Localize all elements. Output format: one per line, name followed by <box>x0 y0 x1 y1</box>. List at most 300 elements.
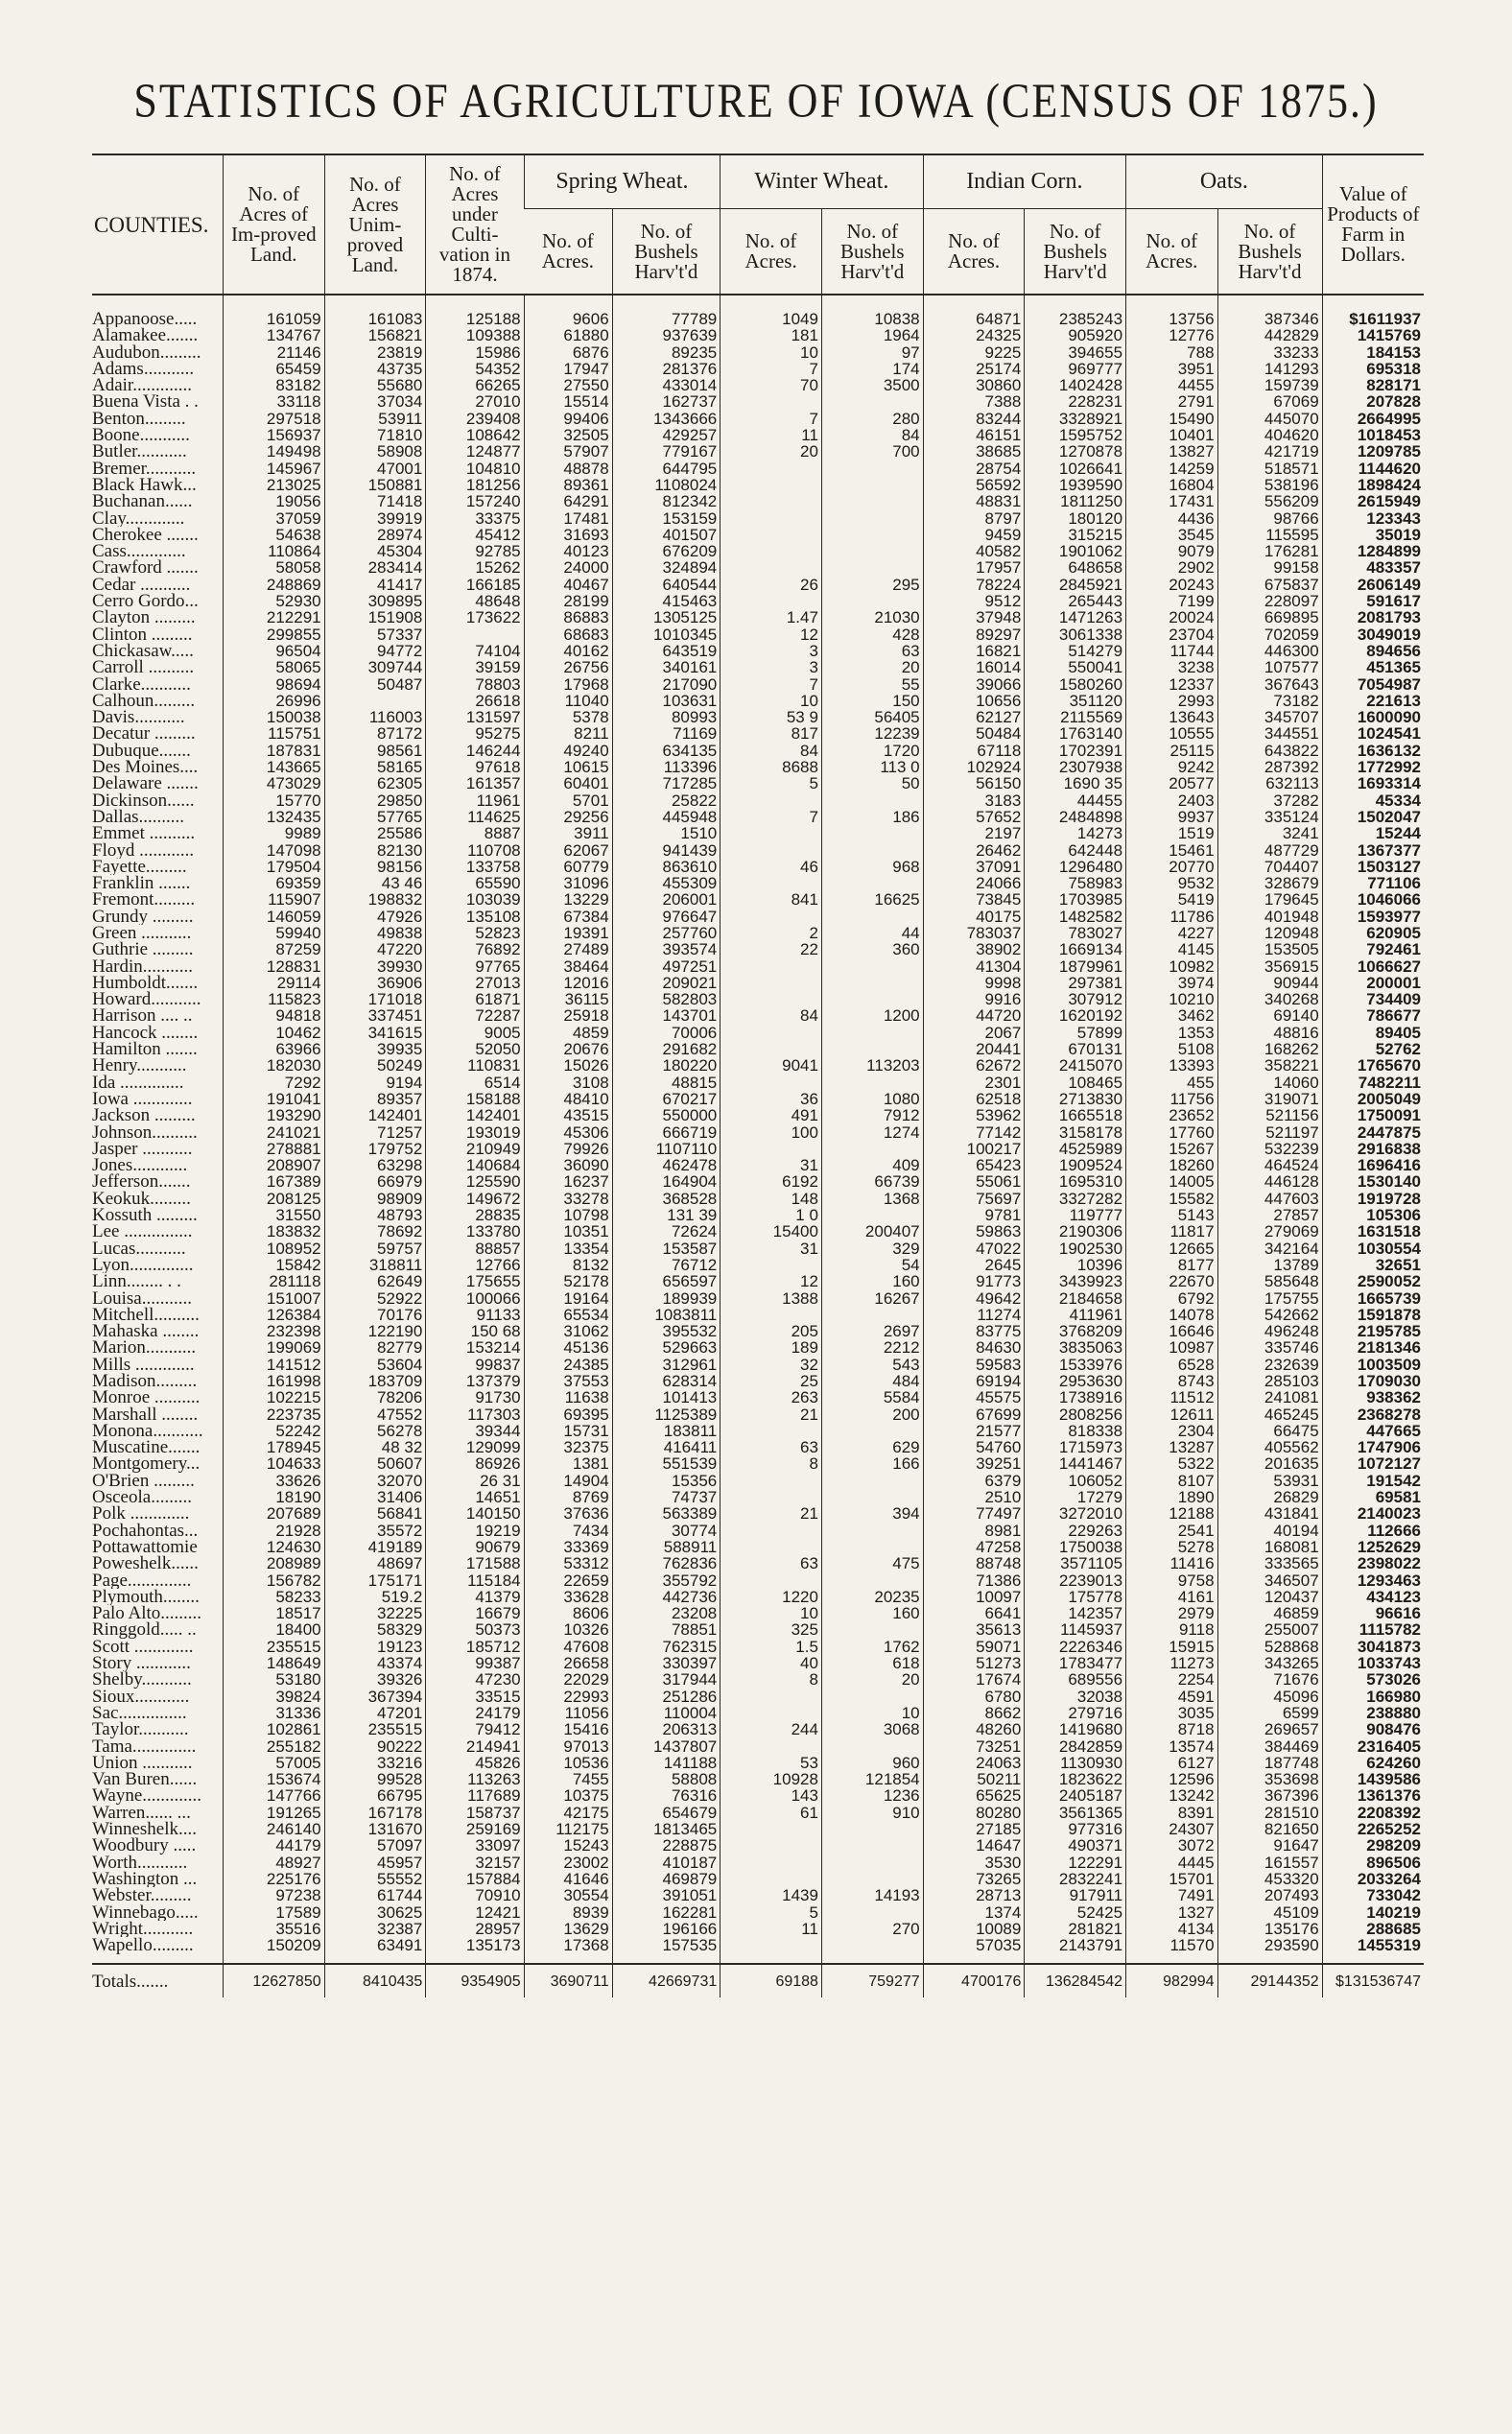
table-cell: 156821 <box>324 327 426 343</box>
farm-value-cell: 1033743 <box>1322 1655 1424 1671</box>
table-cell: 171588 <box>426 1555 524 1571</box>
table-cell: 39344 <box>426 1423 524 1439</box>
table-cell: 367643 <box>1217 676 1322 693</box>
table-cell: 13574 <box>1126 1738 1217 1755</box>
table-cell: 45957 <box>324 1855 426 1871</box>
county-name: Taylor........... <box>92 1721 189 1738</box>
farm-value-cell: 620905 <box>1322 925 1424 941</box>
table-cell: 18517 <box>223 1605 324 1621</box>
table-cell: 19219 <box>426 1523 524 1539</box>
agriculture-table <box>92 154 1424 1997</box>
table-cell: 149498 <box>223 443 324 460</box>
table-cell: 72624 <box>612 1223 721 1240</box>
table-cell: 189 <box>721 1339 822 1356</box>
table-cell: 16625 <box>821 891 923 908</box>
table-cell: 269657 <box>1217 1721 1322 1737</box>
table-cell: 206313 <box>612 1721 721 1737</box>
table-cell: 7292 <box>223 1075 324 1091</box>
table-cell: 1.47 <box>721 609 822 626</box>
county-name: Cedar ........... <box>92 576 191 594</box>
table-cell: 442736 <box>612 1589 721 1605</box>
table-cell <box>821 1855 923 1871</box>
totals-row <box>92 1964 1424 1997</box>
county-name: Madison......... <box>92 1373 198 1390</box>
farm-value-cell: 1439586 <box>1322 1771 1424 1787</box>
table-row <box>92 1589 1424 1605</box>
table-cell: 1763140 <box>1025 725 1126 742</box>
table-cell: 8132 <box>524 1257 612 1273</box>
table-cell: 3974 <box>1126 975 1217 991</box>
table-row <box>92 477 1424 493</box>
table-cell: 445948 <box>612 809 721 825</box>
table-cell: 7912 <box>821 1107 923 1123</box>
table-cell: 206001 <box>612 891 721 908</box>
table-row <box>92 1555 1424 1571</box>
table-cell: 1368 <box>821 1191 923 1207</box>
county-name: Marion........... <box>92 1339 197 1357</box>
table-cell: 30774 <box>612 1523 721 1539</box>
table-cell: 62672 <box>923 1057 1025 1074</box>
table-cell: 38902 <box>923 941 1025 957</box>
county-name: Guthrie ......... <box>92 941 194 958</box>
table-cell: 160 <box>821 1273 923 1289</box>
table-cell: 9242 <box>1126 759 1217 775</box>
table-cell: 70176 <box>324 1307 426 1323</box>
table-cell <box>821 1307 923 1323</box>
table-cell: 186 <box>821 809 923 825</box>
table-cell: 131597 <box>426 709 524 725</box>
table-cell: 13643 <box>1126 709 1217 725</box>
county-name: Black Hawk... <box>92 476 197 494</box>
table-cell: 84630 <box>923 1339 1025 1356</box>
table-cell: 6514 <box>426 1075 524 1091</box>
farm-value-cell: 1209785 <box>1322 443 1424 460</box>
table-cell: 232639 <box>1217 1357 1322 1373</box>
county-name: Scott ............. <box>92 1638 194 1656</box>
table-cell: 122291 <box>1025 1855 1126 1871</box>
table-cell <box>324 693 426 709</box>
table-cell: 62518 <box>923 1091 1025 1107</box>
table-cell: 63298 <box>324 1157 426 1173</box>
table-cell: 3072 <box>1126 1837 1217 1854</box>
table-cell: 65534 <box>524 1307 612 1323</box>
table-cell: 45096 <box>1217 1689 1322 1705</box>
table-cell: 92785 <box>426 543 524 559</box>
table-cell: 58165 <box>324 759 426 775</box>
farm-value-cell: 2606149 <box>1322 577 1424 593</box>
farm-value-cell: 591617 <box>1322 593 1424 609</box>
table-cell: 24066 <box>923 875 1025 891</box>
table-cell: 344551 <box>1217 725 1322 742</box>
table-cell <box>721 1539 822 1555</box>
table-cell: 7199 <box>1126 593 1217 609</box>
table-cell <box>821 1837 923 1854</box>
table-cell: 15026 <box>524 1057 612 1074</box>
table-cell: 31406 <box>324 1489 426 1505</box>
farm-value-cell: 1046066 <box>1322 891 1424 908</box>
county-name: Fayette......... <box>92 858 187 876</box>
table-cell: 143 <box>721 1787 822 1804</box>
table-row <box>92 1621 1424 1638</box>
farm-value-cell: 1636132 <box>1322 743 1424 759</box>
table-cell: 145967 <box>223 461 324 477</box>
table-cell: 58233 <box>223 1589 324 1605</box>
county-name: Pottawattomie <box>92 1538 198 1556</box>
table-cell <box>721 1307 822 1323</box>
table-cell: 199069 <box>223 1339 324 1356</box>
table-cell: 1964 <box>821 327 923 343</box>
table-cell: 153587 <box>612 1241 721 1257</box>
table-cell: 68683 <box>524 626 612 643</box>
table-cell: 46 <box>721 859 822 875</box>
table-cell: 8 <box>721 1671 822 1688</box>
table-row <box>92 1937 1424 1964</box>
farm-value-cell: 2005049 <box>1322 1091 1424 1107</box>
table-row <box>92 1223 1424 1240</box>
table-cell: 50211 <box>923 1771 1025 1787</box>
table-cell: 20024 <box>1126 609 1217 626</box>
table-cell: 12665 <box>1126 1241 1217 1257</box>
table-cell: 39930 <box>324 958 426 975</box>
table-cell: 175171 <box>324 1572 426 1589</box>
table-cell: 54760 <box>923 1439 1025 1455</box>
table-row <box>92 1141 1424 1157</box>
table-cell: 9005 <box>426 1025 524 1041</box>
table-cell <box>821 825 923 841</box>
table-cell: 53962 <box>923 1107 1025 1123</box>
table-cell: 58808 <box>612 1771 721 1787</box>
farm-value-cell: 2033264 <box>1322 1871 1424 1887</box>
table-row <box>92 925 1424 941</box>
table-cell: 53 <box>721 1755 822 1771</box>
county-name: Hamilton ....... <box>92 1041 198 1058</box>
county-name: Floyd ............ <box>92 841 195 859</box>
table-cell: 582803 <box>612 991 721 1007</box>
table-cell: 22993 <box>524 1689 612 1705</box>
table-cell: 10615 <box>524 759 612 775</box>
table-cell: 9459 <box>923 527 1025 543</box>
header-winter-wheat: Winter Wheat. <box>721 154 923 209</box>
farm-value-cell: 938362 <box>1322 1389 1424 1406</box>
table-cell: 207689 <box>223 1505 324 1522</box>
table-row <box>92 693 1424 709</box>
table-cell: 10928 <box>721 1771 822 1787</box>
table-cell: 37282 <box>1217 792 1322 809</box>
table-cell: 17589 <box>223 1904 324 1921</box>
table-row <box>92 393 1424 410</box>
table-row <box>92 1439 1424 1455</box>
table-cell: 9079 <box>1126 543 1217 559</box>
totals-cell: 9354905 <box>426 1964 524 1997</box>
table-cell: 542662 <box>1217 1307 1322 1323</box>
table-cell: 1783477 <box>1025 1655 1126 1671</box>
table-cell: 1125389 <box>612 1406 721 1423</box>
table-cell: 8391 <box>1126 1805 1217 1821</box>
table-cell <box>821 477 923 493</box>
county-name: Muscatine....... <box>92 1439 201 1456</box>
farm-value-cell: 1455319 <box>1322 1937 1424 1964</box>
table-cell: 10838 <box>821 295 923 327</box>
table-cell: 97765 <box>426 958 524 975</box>
table-cell: 1720 <box>821 743 923 759</box>
table-cell: 35613 <box>923 1621 1025 1638</box>
farm-value-cell: 908476 <box>1322 1721 1424 1737</box>
table-cell <box>821 1075 923 1091</box>
table-cell: 52242 <box>223 1423 324 1439</box>
table-row <box>92 1041 1424 1057</box>
farm-value-cell: 1693314 <box>1322 775 1424 792</box>
table-cell: 2143791 <box>1025 1937 1126 1964</box>
table-cell <box>721 1473 822 1489</box>
table-cell: 2 <box>721 925 822 941</box>
table-cell: 1909524 <box>1025 1157 1126 1173</box>
table-cell: 159739 <box>1217 377 1322 393</box>
table-cell: 100217 <box>923 1141 1025 1157</box>
table-cell: 518571 <box>1217 461 1322 477</box>
table-cell: 56841 <box>324 1505 426 1522</box>
table-cell: 1296480 <box>1025 859 1126 875</box>
table-cell: 2254 <box>1126 1671 1217 1688</box>
table-cell: 32505 <box>524 427 612 443</box>
page-title: STATISTICS OF AGRICULTURE OF IOWA (CENSUS OF 1875.) <box>133 74 1379 129</box>
table-cell: 77789 <box>612 295 721 327</box>
table-cell: 66795 <box>324 1787 426 1804</box>
table-cell: 9937 <box>1126 809 1217 825</box>
table-cell: 1665518 <box>1025 1107 1126 1123</box>
county-name: Warren...... ... <box>92 1804 191 1822</box>
table-cell: 10396 <box>1025 1257 1126 1273</box>
table-cell: 280 <box>821 411 923 427</box>
header-counties: COUNTIES. <box>92 154 223 295</box>
county-name: Woodbury ..... <box>92 1837 197 1855</box>
county-name: Jefferson....... <box>92 1173 191 1191</box>
table-cell: 102924 <box>923 759 1025 775</box>
table-cell: 52178 <box>524 1273 612 1289</box>
table-cell: 28754 <box>923 461 1025 477</box>
table-cell: 98909 <box>324 1191 426 1207</box>
table-cell: 48878 <box>524 461 612 477</box>
table-cell: 25586 <box>324 825 426 841</box>
table-cell: 47201 <box>324 1705 426 1721</box>
farm-value-cell: 1696416 <box>1322 1157 1424 1173</box>
table-cell: 97013 <box>524 1738 612 1755</box>
table-cell: 156937 <box>223 427 324 443</box>
table-cell: 297518 <box>223 411 324 427</box>
table-cell: 4134 <box>1126 1921 1217 1937</box>
table-cell: 394655 <box>1025 344 1126 361</box>
table-cell: 104633 <box>223 1455 324 1472</box>
table-row <box>92 792 1424 809</box>
table-cell: 36906 <box>324 975 426 991</box>
header-oats-acres: No. of Acres. <box>1126 209 1217 295</box>
table-cell <box>821 1141 923 1157</box>
table-cell: 1702391 <box>1025 743 1126 759</box>
table-cell: 198832 <box>324 891 426 908</box>
county-name: Jasper ........... <box>92 1140 193 1158</box>
table-cell: 21577 <box>923 1423 1025 1439</box>
table-row <box>92 443 1424 460</box>
table-cell: 10089 <box>923 1921 1025 1937</box>
table-cell <box>821 1738 923 1755</box>
table-cell: 28957 <box>426 1921 524 1937</box>
table-cell: 13789 <box>1217 1257 1322 1273</box>
table-cell: 312961 <box>612 1357 721 1373</box>
table-cell: 22 <box>721 941 822 957</box>
table-cell: 239408 <box>426 411 524 427</box>
table-cell: 14060 <box>1217 1075 1322 1091</box>
table-cell: 210949 <box>426 1141 524 1157</box>
table-cell: 32225 <box>324 1605 426 1621</box>
farm-value-cell: 1591878 <box>1322 1307 1424 1323</box>
table-cell: 124630 <box>223 1539 324 1555</box>
table-cell: 1533976 <box>1025 1357 1126 1373</box>
table-cell: 43735 <box>324 361 426 377</box>
farm-value-cell: 112666 <box>1322 1523 1424 1539</box>
table-cell: 140150 <box>426 1505 524 1522</box>
table-cell: 632113 <box>1217 775 1322 792</box>
county-name: Adair............. <box>92 377 192 394</box>
county-name: Hardin........... <box>92 957 194 975</box>
table-cell: 89357 <box>324 1091 426 1107</box>
table-cell: 47552 <box>324 1406 426 1423</box>
table-row <box>92 759 1424 775</box>
table-cell: 36090 <box>524 1157 612 1173</box>
table-cell: 255007 <box>1217 1621 1322 1638</box>
table-cell: 3561365 <box>1025 1805 1126 1821</box>
table-cell <box>821 909 923 925</box>
table-cell: 346507 <box>1217 1572 1322 1589</box>
table-cell <box>721 559 822 576</box>
table-cell: 174 <box>821 361 923 377</box>
table-cell: 10375 <box>524 1787 612 1804</box>
farm-value-cell: 1919728 <box>1322 1191 1424 1207</box>
table-cell: 97238 <box>223 1887 324 1903</box>
table-cell: 6876 <box>524 344 612 361</box>
county-name: Fremont......... <box>92 891 196 909</box>
table-cell: 1690 35 <box>1025 775 1126 792</box>
table-cell: 9225 <box>923 344 1025 361</box>
table-cell: 337451 <box>324 1007 426 1024</box>
table-cell: 9989 <box>223 825 324 841</box>
table-cell: 358221 <box>1217 1057 1322 1074</box>
table-cell: 1 0 <box>721 1207 822 1223</box>
county-name: Howard........... <box>92 991 201 1008</box>
table-cell: 113203 <box>821 1057 923 1074</box>
table-cell: 69395 <box>524 1406 612 1423</box>
table-cell: 52930 <box>223 593 324 609</box>
table-cell: 3911 <box>524 825 612 841</box>
table-cell: 259169 <box>426 1821 524 1837</box>
table-cell: 228875 <box>612 1837 721 1854</box>
table-cell: 79412 <box>426 1721 524 1737</box>
county-name: Benton......... <box>92 410 186 428</box>
table-cell: 168081 <box>1217 1539 1322 1555</box>
table-cell: 13827 <box>1126 443 1217 460</box>
table-cell: 12016 <box>524 975 612 991</box>
table-cell: 67118 <box>923 743 1025 759</box>
table-cell: 76892 <box>426 941 524 957</box>
table-cell: 23819 <box>324 344 426 361</box>
table-cell: 2541 <box>1126 1523 1217 1539</box>
table-cell: 585648 <box>1217 1273 1322 1289</box>
county-name: Delaware ....... <box>92 775 199 792</box>
table-cell: 74104 <box>426 643 524 659</box>
farm-value-cell: 3041873 <box>1322 1639 1424 1655</box>
table-cell: 11512 <box>1126 1389 1217 1406</box>
table-cell <box>821 593 923 609</box>
farm-value-cell: 2590052 <box>1322 1273 1424 1289</box>
table-cell: 13242 <box>1126 1787 1217 1804</box>
farm-value-cell: 896506 <box>1322 1855 1424 1871</box>
table-cell: 29256 <box>524 809 612 825</box>
table-cell: 98766 <box>1217 510 1322 527</box>
table-cell: 39919 <box>324 510 426 527</box>
table-cell: 94818 <box>223 1007 324 1024</box>
table-cell: 2226346 <box>1025 1639 1126 1655</box>
table-row <box>92 1605 1424 1621</box>
county-name: Lee ............... <box>92 1223 193 1241</box>
table-cell: 109388 <box>426 327 524 343</box>
table-cell: 2842859 <box>1025 1738 1126 1755</box>
table-cell <box>721 1821 822 1837</box>
table-cell: 113263 <box>426 1771 524 1787</box>
table-cell: 255182 <box>223 1738 324 1755</box>
farm-value-cell: 1018453 <box>1322 427 1424 443</box>
county-name: Carroll .......... <box>92 659 195 676</box>
table-cell: 1049 <box>721 295 822 327</box>
table-cell: 40 <box>721 1655 822 1671</box>
county-name: Union ........... <box>92 1754 193 1772</box>
table-cell: 99387 <box>426 1655 524 1671</box>
table-cell: 162737 <box>612 393 721 410</box>
table-cell: 122190 <box>324 1323 426 1339</box>
table-cell: 43 46 <box>324 875 426 891</box>
table-cell: 58058 <box>223 559 324 576</box>
table-cell: 98561 <box>324 743 426 759</box>
table-cell: 38685 <box>923 443 1025 460</box>
table-cell: 229263 <box>1025 1523 1126 1539</box>
table-row <box>92 643 1424 659</box>
table-cell: 14904 <box>524 1473 612 1489</box>
table-cell: 1419680 <box>1025 1721 1126 1737</box>
table-cell: 15243 <box>524 1837 612 1854</box>
table-cell: 58065 <box>223 659 324 675</box>
table-row <box>92 1257 1424 1273</box>
table-cell: 33626 <box>223 1473 324 1489</box>
table-cell: 40123 <box>524 543 612 559</box>
table-cell: 14078 <box>1126 1307 1217 1323</box>
county-name: Wapello......... <box>92 1937 194 1956</box>
table-cell: 25822 <box>612 792 721 809</box>
table-cell: 44720 <box>923 1007 1025 1024</box>
table-cell: 135176 <box>1217 1921 1322 1937</box>
table-cell: 340161 <box>612 659 721 675</box>
table-cell: 4859 <box>524 1025 612 1041</box>
table-cell: 131670 <box>324 1821 426 1837</box>
table-cell: 48831 <box>923 493 1025 509</box>
table-cell: 762315 <box>612 1639 721 1655</box>
table-cell: 367396 <box>1217 1787 1322 1804</box>
table-cell: 213025 <box>223 477 324 493</box>
table-cell: 166185 <box>426 577 524 593</box>
table-cell: 13354 <box>524 1241 612 1257</box>
table-cell: 49838 <box>324 925 426 941</box>
table-cell: 40162 <box>524 643 612 659</box>
county-name: Audubon......... <box>92 343 201 361</box>
table-row <box>92 1721 1424 1737</box>
table-cell: 1130930 <box>1025 1755 1126 1771</box>
table-cell: 104810 <box>426 461 524 477</box>
